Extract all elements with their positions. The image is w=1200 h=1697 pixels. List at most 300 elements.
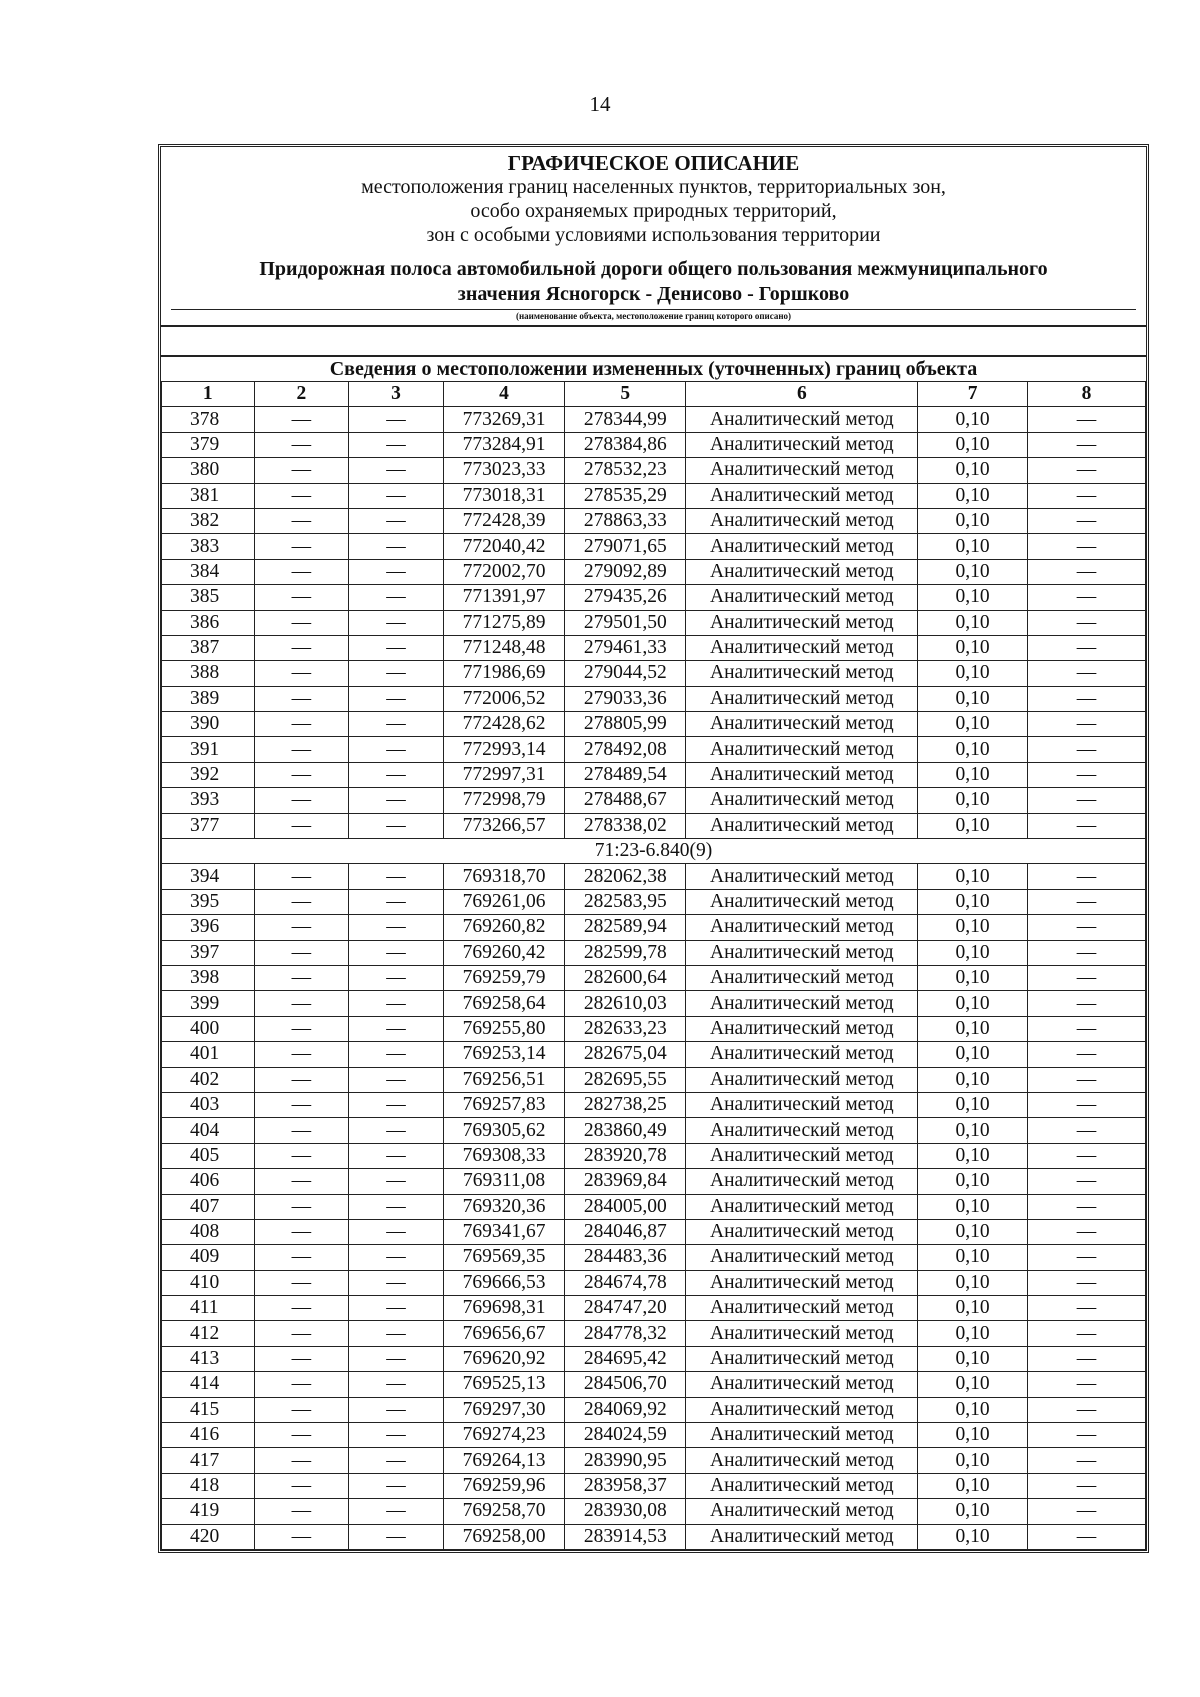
table-cell: Аналитический метод [686, 407, 918, 432]
table-cell: 769259,96 [443, 1473, 564, 1498]
table-row [162, 1194, 1146, 1219]
table-row [162, 559, 1146, 584]
table-cell: 769308,33 [443, 1143, 564, 1168]
table-cell: 284024,59 [565, 1423, 686, 1448]
table-row [162, 610, 1146, 635]
table-cell: 278488,67 [565, 788, 686, 813]
table-cell: — [349, 508, 444, 533]
table-cell: — [349, 1473, 444, 1498]
table-cell: 0,10 [918, 610, 1028, 635]
table-cell: 769253,14 [443, 1042, 564, 1067]
table-cell: Аналитический метод [686, 1042, 918, 1067]
table-cell: — [1027, 1321, 1145, 1346]
table-cell: 769261,06 [443, 889, 564, 914]
subtitle-line: особо охраняемых природных территорий, [470, 200, 837, 222]
table-cell: — [1027, 712, 1145, 737]
table-cell: 0,10 [918, 1296, 1028, 1321]
table-cell: — [349, 762, 444, 787]
table-cell: Аналитический метод [686, 534, 918, 559]
table-cell: 772998,79 [443, 788, 564, 813]
table-cell: — [254, 762, 349, 787]
table-cell: — [349, 1270, 444, 1295]
table-cell: 284506,70 [565, 1372, 686, 1397]
table-row [162, 432, 1146, 457]
table-cell: — [1027, 432, 1145, 457]
table-cell: — [254, 1372, 349, 1397]
table-cell: — [1027, 889, 1145, 914]
table-cell: 769264,13 [443, 1448, 564, 1473]
table-cell: — [1027, 1473, 1145, 1498]
table-cell: — [254, 1016, 349, 1041]
table-cell: 769311,08 [443, 1169, 564, 1194]
table-cell: 769318,70 [443, 864, 564, 889]
table-cell: Аналитический метод [686, 889, 918, 914]
table-cell: Аналитический метод [686, 712, 918, 737]
table-cell: — [1027, 407, 1145, 432]
table-cell: Аналитический метод [686, 965, 918, 990]
table-row [162, 1448, 1146, 1473]
table-row [162, 991, 1146, 1016]
table-cell: 398 [162, 965, 255, 990]
table-row [162, 1143, 1146, 1168]
table-cell: — [349, 1346, 444, 1371]
table-cell: — [1027, 991, 1145, 1016]
table-cell: 284747,20 [565, 1296, 686, 1321]
spacer-row [161, 327, 1146, 357]
table-cell: — [254, 1194, 349, 1219]
table-cell: — [349, 661, 444, 686]
table-cell: — [1027, 1499, 1145, 1524]
table-cell: 772997,31 [443, 762, 564, 787]
table-cell: — [1027, 686, 1145, 711]
table-cell: 0,10 [918, 737, 1028, 762]
table-row [162, 1372, 1146, 1397]
table-cell: — [254, 1092, 349, 1117]
table-cell: Аналитический метод [686, 686, 918, 711]
table-cell: — [349, 864, 444, 889]
table-cell: 419 [162, 1499, 255, 1524]
table-cell: Аналитический метод [686, 940, 918, 965]
table-cell: 378 [162, 407, 255, 432]
table-cell: 399 [162, 991, 255, 1016]
table-cell: 769260,82 [443, 915, 564, 940]
table-row [162, 1092, 1146, 1117]
table-cell: — [349, 1321, 444, 1346]
column-number-4: 4 [443, 382, 564, 407]
table-cell: — [1027, 788, 1145, 813]
table-row [162, 1118, 1146, 1143]
table-cell: — [349, 788, 444, 813]
table-cell: Аналитический метод [686, 1321, 918, 1346]
table-row [162, 686, 1146, 711]
table-row [162, 1423, 1146, 1448]
table-cell: 284046,87 [565, 1219, 686, 1244]
table-cell: 0,10 [918, 1372, 1028, 1397]
table-cell: — [349, 1016, 444, 1041]
table-cell: 772993,14 [443, 737, 564, 762]
table-cell: — [1027, 1346, 1145, 1371]
table-cell: Аналитический метод [686, 1296, 918, 1321]
table-cell: Аналитический метод [686, 1169, 918, 1194]
table-cell: Аналитический метод [686, 991, 918, 1016]
table-cell: 0,10 [918, 1067, 1028, 1092]
table-cell: Аналитический метод [686, 432, 918, 457]
table-cell: — [1027, 559, 1145, 584]
column-number-3: 3 [349, 382, 444, 407]
table-cell: 384 [162, 559, 255, 584]
table-cell: — [349, 991, 444, 1016]
table-cell: 407 [162, 1194, 255, 1219]
table-cell: — [1027, 1143, 1145, 1168]
table-cell: 394 [162, 864, 255, 889]
table-cell: 0,10 [918, 1270, 1028, 1295]
table-cell: 769258,00 [443, 1524, 564, 1549]
table-cell: — [349, 534, 444, 559]
table-cell: — [349, 610, 444, 635]
table-cell: 388 [162, 661, 255, 686]
table-cell: — [254, 1473, 349, 1498]
table-cell: — [1027, 458, 1145, 483]
table-row [162, 508, 1146, 533]
table-cell: 377 [162, 813, 255, 838]
table-cell: — [1027, 635, 1145, 660]
subtitle-line: местоположения границ населенных пунктов, территориальных зон, [361, 176, 946, 198]
table-cell: 282589,94 [565, 915, 686, 940]
table-cell: 403 [162, 1092, 255, 1117]
column-number-6: 6 [686, 382, 918, 407]
table-cell: — [254, 1219, 349, 1244]
table-cell: 387 [162, 635, 255, 660]
table-cell: — [349, 813, 444, 838]
table-cell: — [349, 1499, 444, 1524]
cadastral-zone-label: 71:23-6.840(9) [162, 839, 1146, 864]
table-cell: Аналитический метод [686, 1473, 918, 1498]
table-cell: 0,10 [918, 1042, 1028, 1067]
table-cell: 769274,23 [443, 1423, 564, 1448]
table-cell: 769569,35 [443, 1245, 564, 1270]
table-row [162, 407, 1146, 432]
table-cell: 0,10 [918, 1346, 1028, 1371]
table-cell: — [254, 1169, 349, 1194]
table-cell: — [254, 661, 349, 686]
table-cell: 0,10 [918, 1245, 1028, 1270]
table-row [162, 1042, 1146, 1067]
table-cell: 417 [162, 1448, 255, 1473]
table-cell: Аналитический метод [686, 1372, 918, 1397]
table-cell: 415 [162, 1397, 255, 1422]
table-cell: — [254, 1423, 349, 1448]
table-cell: 392 [162, 762, 255, 787]
table-cell: 772428,39 [443, 508, 564, 533]
table-cell: — [1027, 940, 1145, 965]
table-cell: 283920,78 [565, 1143, 686, 1168]
table-cell: 284069,92 [565, 1397, 686, 1422]
table-cell: 406 [162, 1169, 255, 1194]
table-row [162, 1270, 1146, 1295]
table-cell: 0,10 [918, 965, 1028, 990]
table-cell: — [254, 610, 349, 635]
table-cell: — [254, 1346, 349, 1371]
table-cell: — [1027, 864, 1145, 889]
column-number-7: 7 [918, 382, 1028, 407]
table-cell: 282738,25 [565, 1092, 686, 1117]
table-cell: 0,10 [918, 1118, 1028, 1143]
table-cell: 0,10 [918, 635, 1028, 660]
table-cell: — [1027, 737, 1145, 762]
table-cell: 773269,31 [443, 407, 564, 432]
table-cell: — [349, 1524, 444, 1549]
table-cell: 381 [162, 483, 255, 508]
table-row [162, 1016, 1146, 1041]
table-cell: — [254, 915, 349, 940]
table-cell: 771275,89 [443, 610, 564, 635]
column-number-5: 5 [565, 382, 686, 407]
table-cell: 0,10 [918, 1194, 1028, 1219]
table-cell: — [349, 940, 444, 965]
table-cell: 0,10 [918, 991, 1028, 1016]
table-cell: 283990,95 [565, 1448, 686, 1473]
table-cell: — [349, 1423, 444, 1448]
table-cell: — [349, 889, 444, 914]
table-row [162, 1245, 1146, 1270]
table-cell: 0,10 [918, 585, 1028, 610]
table-cell: — [1027, 1397, 1145, 1422]
table-cell: Аналитический метод [686, 585, 918, 610]
table-cell: 769666,53 [443, 1270, 564, 1295]
table-cell: — [349, 1042, 444, 1067]
table-cell: 278344,99 [565, 407, 686, 432]
table-cell: 409 [162, 1245, 255, 1270]
table-row [162, 635, 1146, 660]
document-title: ГРАФИЧЕСКОЕ ОПИСАНИЕ [507, 151, 800, 175]
table-cell: 282633,23 [565, 1016, 686, 1041]
table-cell: — [254, 483, 349, 508]
table-cell: 769320,36 [443, 1194, 564, 1219]
table-row [162, 1067, 1146, 1092]
table-cell: — [1027, 1169, 1145, 1194]
table-cell: — [254, 813, 349, 838]
group-separator-row [162, 839, 1146, 864]
table-cell: 390 [162, 712, 255, 737]
table-cell: — [349, 635, 444, 660]
table-cell: 278863,33 [565, 508, 686, 533]
table-cell: 773023,33 [443, 458, 564, 483]
table-row [162, 1346, 1146, 1371]
table-cell: Аналитический метод [686, 1092, 918, 1117]
table-cell: 0,10 [918, 559, 1028, 584]
table-cell: — [254, 1499, 349, 1524]
table-cell: 278489,54 [565, 762, 686, 787]
table-cell: — [1027, 1372, 1145, 1397]
table-cell: 0,10 [918, 1397, 1028, 1422]
table-cell: — [1027, 1524, 1145, 1549]
table-cell: Аналитический метод [686, 1016, 918, 1041]
table-cell: — [1027, 610, 1145, 635]
table-cell: 0,10 [918, 1499, 1028, 1524]
table-cell: — [349, 1067, 444, 1092]
table-cell: — [349, 1245, 444, 1270]
table-cell: — [349, 585, 444, 610]
table-cell: — [349, 1118, 444, 1143]
table-cell: 283930,08 [565, 1499, 686, 1524]
table-cell: Аналитический метод [686, 1423, 918, 1448]
table-cell: 0,10 [918, 788, 1028, 813]
table-cell: 771391,97 [443, 585, 564, 610]
table-cell: 0,10 [918, 1423, 1028, 1448]
table-cell: — [349, 1194, 444, 1219]
table-cell: — [254, 407, 349, 432]
table-cell: Аналитический метод [686, 813, 918, 838]
table-cell: — [254, 635, 349, 660]
table-cell: — [1027, 1042, 1145, 1067]
table-cell: 773018,31 [443, 483, 564, 508]
table-cell: — [349, 407, 444, 432]
table-cell: — [254, 585, 349, 610]
table-cell: — [1027, 1016, 1145, 1041]
table-cell: — [1027, 483, 1145, 508]
table-cell: 400 [162, 1016, 255, 1041]
table-cell: 278805,99 [565, 712, 686, 737]
table-cell: 420 [162, 1524, 255, 1549]
table-cell: — [254, 1067, 349, 1092]
table-cell: 769258,70 [443, 1499, 564, 1524]
table-row [162, 915, 1146, 940]
table-cell: Аналитический метод [686, 635, 918, 660]
table-cell: 411 [162, 1296, 255, 1321]
table-cell: 0,10 [918, 534, 1028, 559]
table-cell: — [349, 1448, 444, 1473]
table-cell: 0,10 [918, 1524, 1028, 1549]
table-row [162, 813, 1146, 838]
table-cell: 410 [162, 1270, 255, 1295]
boundary-points-table [161, 382, 1146, 1550]
table-cell: 412 [162, 1321, 255, 1346]
table-cell: 279044,52 [565, 661, 686, 686]
table-cell: 396 [162, 915, 255, 940]
table-cell: 282675,04 [565, 1042, 686, 1067]
table-row [162, 712, 1146, 737]
table-cell: — [1027, 965, 1145, 990]
table-cell: Аналитический метод [686, 864, 918, 889]
description-frame [158, 144, 1149, 1553]
table-cell: — [1027, 508, 1145, 533]
table-cell: — [254, 508, 349, 533]
table-cell: — [254, 940, 349, 965]
table-cell: 0,10 [918, 915, 1028, 940]
table-cell: 769698,31 [443, 1296, 564, 1321]
table-row [162, 1499, 1146, 1524]
table-cell: Аналитический метод [686, 1219, 918, 1244]
table-cell: 0,10 [918, 712, 1028, 737]
table-cell: — [254, 1042, 349, 1067]
table-cell: — [349, 686, 444, 711]
table-cell: — [1027, 1270, 1145, 1295]
table-cell: 284695,42 [565, 1346, 686, 1371]
table-cell: — [1027, 915, 1145, 940]
table-cell: 282600,64 [565, 965, 686, 990]
table-cell: — [1027, 661, 1145, 686]
table-cell: 0,10 [918, 686, 1028, 711]
table-cell: 0,10 [918, 1321, 1028, 1346]
table-cell: 284005,00 [565, 1194, 686, 1219]
table-cell: — [1027, 813, 1145, 838]
table-cell: 283958,37 [565, 1473, 686, 1498]
table-cell: 404 [162, 1118, 255, 1143]
table-cell: — [349, 712, 444, 737]
table-cell: Аналитический метод [686, 458, 918, 483]
column-number-row [162, 382, 1146, 407]
table-cell: Аналитический метод [686, 1397, 918, 1422]
header-block [161, 147, 1146, 327]
table-cell: — [1027, 1194, 1145, 1219]
table-cell: 278338,02 [565, 813, 686, 838]
table-cell: 391 [162, 737, 255, 762]
table-cell: — [1027, 1092, 1145, 1117]
table-row [162, 788, 1146, 813]
table-cell: — [349, 483, 444, 508]
table-cell: 769525,13 [443, 1372, 564, 1397]
table-row [162, 1296, 1146, 1321]
table-cell: 0,10 [918, 1016, 1028, 1041]
table-cell: 278535,29 [565, 483, 686, 508]
table-cell: — [349, 1143, 444, 1168]
table-cell: Аналитический метод [686, 1067, 918, 1092]
table-cell: — [349, 559, 444, 584]
table-cell: 0,10 [918, 940, 1028, 965]
table-cell: — [254, 889, 349, 914]
section-title: Сведения о местоположении измененных (уточненных) границ объекта [161, 357, 1146, 382]
table-cell: — [254, 458, 349, 483]
table-cell: 771986,69 [443, 661, 564, 686]
table-cell: Аналитический метод [686, 1270, 918, 1295]
table-cell: — [254, 534, 349, 559]
table-cell: 282583,95 [565, 889, 686, 914]
table-row [162, 1473, 1146, 1498]
table-row [162, 1321, 1146, 1346]
table-cell: 279092,89 [565, 559, 686, 584]
table-cell: Аналитический метод [686, 1499, 918, 1524]
table-cell: 284483,36 [565, 1245, 686, 1270]
table-cell: — [254, 965, 349, 990]
table-cell: 279461,33 [565, 635, 686, 660]
table-cell: — [254, 991, 349, 1016]
table-cell: Аналитический метод [686, 483, 918, 508]
table-cell: — [1027, 534, 1145, 559]
table-cell: Аналитический метод [686, 1524, 918, 1549]
table-cell: 382 [162, 508, 255, 533]
table-cell: — [349, 1169, 444, 1194]
table-cell: Аналитический метод [686, 788, 918, 813]
table-cell: 284674,78 [565, 1270, 686, 1295]
column-number-8: 8 [1027, 382, 1145, 407]
table-cell: — [254, 1270, 349, 1295]
table-row [162, 1169, 1146, 1194]
table-cell: 0,10 [918, 1169, 1028, 1194]
table-cell: 393 [162, 788, 255, 813]
table-cell: Аналитический метод [686, 1118, 918, 1143]
table-cell: 773266,57 [443, 813, 564, 838]
table-cell: 278492,08 [565, 737, 686, 762]
object-name-line: Придорожная полоса автомобильной дороги общего пользования межмуниципального [259, 258, 1048, 280]
table-cell: — [1027, 1067, 1145, 1092]
table-cell: — [254, 1118, 349, 1143]
table-row [162, 585, 1146, 610]
table-cell: 283969,84 [565, 1169, 686, 1194]
table-cell: Аналитический метод [686, 1143, 918, 1168]
table-cell: 283914,53 [565, 1524, 686, 1549]
table-cell: 284778,32 [565, 1321, 686, 1346]
table-row [162, 864, 1146, 889]
